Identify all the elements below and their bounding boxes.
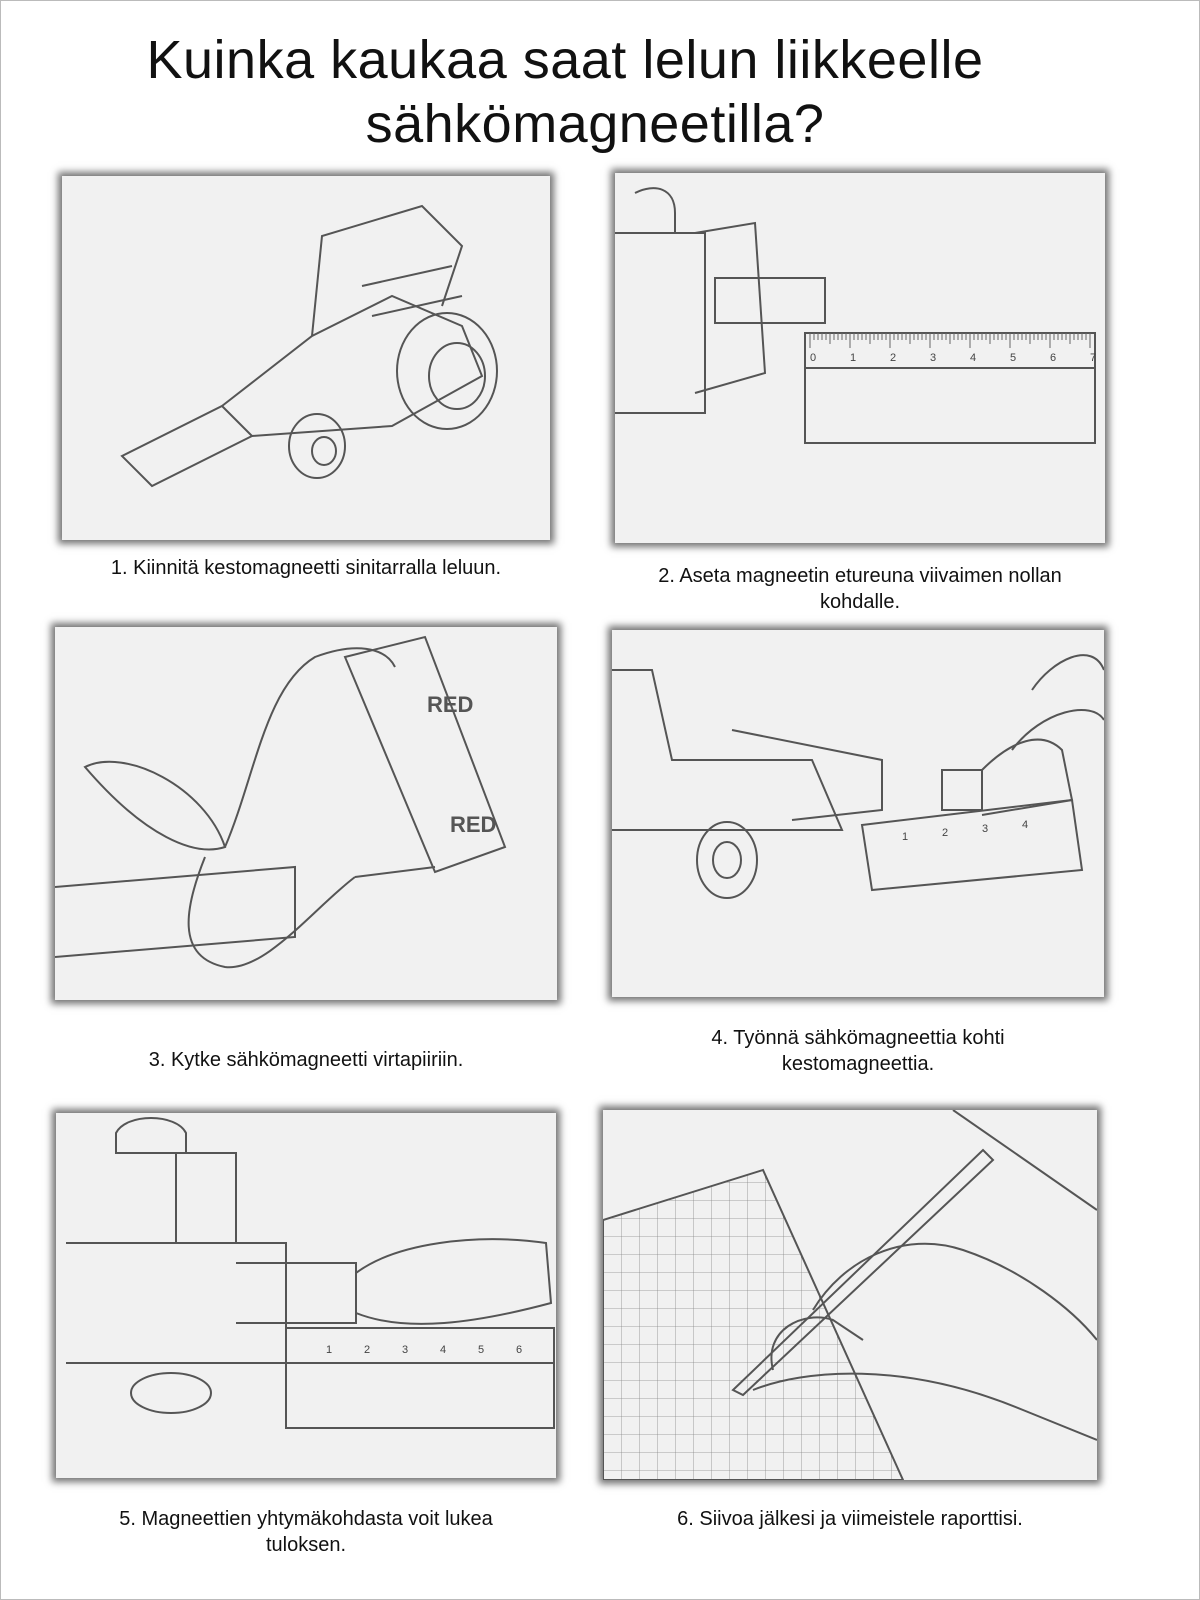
ruler-label: 2 [890, 352, 897, 364]
step-3-photo [55, 627, 557, 1000]
ruler-label: 2 [942, 827, 949, 839]
step-3-caption-line-1: 3. Kytke sähkömagneetti virtapiiriin. [148, 1049, 464, 1071]
step-3-caption [55, 1047, 557, 1073]
step-2-caption-line-1: 2. Aseta magneetin etureuna viivaimen nollan [658, 565, 1062, 587]
read-result-sketch [56, 1113, 556, 1478]
ruler-label: 1 [902, 831, 909, 843]
step-2-caption-line-2: kohdalle. [819, 591, 901, 613]
ruler-label: 4 [1022, 819, 1029, 831]
ruler-label: 3 [930, 352, 937, 364]
ruler-label: 5 [1010, 352, 1017, 364]
writing-report-sketch [603, 1110, 1097, 1480]
ruler-label: 7 [1090, 352, 1097, 364]
title-line-1: Kuinka kaukaa saat lelun liikkeelle [146, 30, 984, 90]
step-6-caption [603, 1506, 1097, 1532]
step-4-caption-line-2: kestomagneettia. [781, 1053, 935, 1075]
step-2-caption [615, 563, 1105, 615]
step-5-photo [56, 1113, 556, 1478]
step-6-photo [603, 1110, 1097, 1480]
toy-label-red-1: RED [427, 692, 474, 717]
circuit-sketch [55, 627, 557, 1000]
step-4-caption-line-1: 4. Työnnä sähkömagneettia kohti [711, 1027, 1005, 1049]
ruler-label: 6 [1050, 352, 1057, 364]
title-line-2: sähkömagneetilla? [365, 94, 825, 154]
push-magnet-sketch [612, 630, 1104, 997]
ruler-label: 4 [970, 352, 977, 364]
step-5-caption [56, 1506, 556, 1558]
ruler-label: 3 [402, 1344, 409, 1356]
ruler-label: 5 [478, 1344, 485, 1356]
ruler-label: 6 [516, 1344, 523, 1356]
step-4-caption [612, 1025, 1104, 1077]
ruler-zero-sketch [615, 173, 1105, 543]
toy-label-red-2: RED [450, 812, 497, 837]
ruler-label: 1 [326, 1344, 333, 1356]
step-1-caption [62, 555, 550, 581]
ruler-label: 2 [364, 1344, 371, 1356]
page-title [0, 28, 1130, 156]
step-2-photo [615, 173, 1105, 543]
step-4-photo [612, 630, 1104, 997]
ruler-label: 4 [440, 1344, 447, 1356]
toy-tractor-sketch [62, 176, 550, 540]
step-5-caption-line-1: 5. Magneettien yhtymäkohdasta voit lukea [119, 1508, 493, 1530]
step-1-caption-line-1: 1. Kiinnitä kestomagneetti sinitarralla leluun. [110, 557, 502, 579]
ruler-label: 0 [810, 352, 817, 364]
ruler-label: 3 [982, 823, 989, 835]
step-5-caption-line-2: tuloksen. [265, 1534, 347, 1556]
step-1-photo [62, 176, 550, 540]
ruler-label: 1 [850, 352, 857, 364]
step-6-caption-line-1: 6. Siivoa jälkesi ja viimeistele raporttisi. [677, 1508, 1023, 1530]
